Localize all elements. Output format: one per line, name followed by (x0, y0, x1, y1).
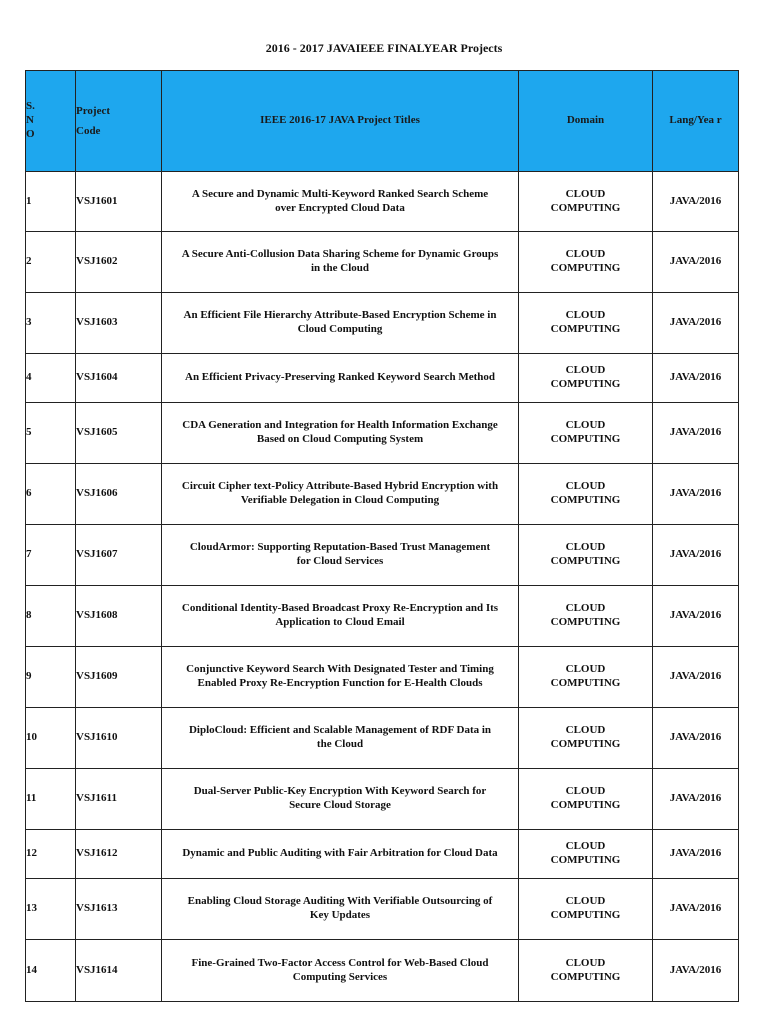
cell-project-code: VSJ1607 (76, 525, 162, 586)
cell-sno: 13 (26, 879, 76, 940)
cell-project-code: VSJ1611 (76, 769, 162, 830)
table-row (26, 464, 739, 525)
column-header-sno-line: O (26, 127, 35, 140)
project-title-line: Fine-Grained Two-Factor Access Control for Web-Based Cloud (191, 956, 489, 969)
cell-project-title (162, 354, 519, 403)
cell-domain (519, 354, 653, 403)
project-title-line: An Efficient File Hierarchy Attribute-Based Encryption Scheme in (183, 309, 497, 322)
cell-project-title (162, 232, 519, 293)
domain-line: COMPUTING (550, 616, 621, 628)
cell-project-code: VSJ1614 (76, 940, 162, 1002)
table-row (26, 940, 739, 1002)
domain-line: CLOUD (565, 364, 606, 377)
column-header-lang-year: Lang/Yea r (653, 71, 739, 172)
project-title-line: DiploCloud: Efficient and Scalable Management of RDF Data in (188, 724, 492, 737)
domain-line: CLOUD (565, 895, 606, 908)
table-header-row (26, 71, 739, 172)
domain-line: CLOUD (565, 480, 606, 493)
cell-project-code: VSJ1606 (76, 464, 162, 525)
domain-line: CLOUD (565, 602, 606, 615)
domain-line: CLOUD (565, 840, 606, 853)
cell-project-title (162, 586, 519, 647)
table-row (26, 403, 739, 464)
project-title-line: An Efficient Privacy-Preserving Ranked Keyword Search Method (185, 371, 495, 384)
domain-line: COMPUTING (550, 555, 621, 567)
domain-line: COMPUTING (550, 494, 621, 506)
column-header-code-line: Project (76, 105, 110, 117)
cell-project-code: VSJ1604 (76, 354, 162, 403)
cell-sno: 8 (26, 586, 76, 647)
domain-line: CLOUD (565, 724, 606, 737)
table-row (26, 769, 739, 830)
domain-line: CLOUD (565, 419, 606, 432)
table-row (26, 232, 739, 293)
cell-sno: 9 (26, 647, 76, 708)
project-title-line: over Encrypted Cloud Data (275, 201, 405, 214)
column-header-project-title: IEEE 2016-17 JAVA Project Titles (162, 71, 519, 172)
project-title-line: Enabled Proxy Re-Encryption Function for E-Health Clouds (197, 677, 483, 689)
cell-sno: 7 (26, 525, 76, 586)
column-header-project-code (76, 71, 162, 172)
cell-project-code: VSJ1605 (76, 403, 162, 464)
cell-project-code: VSJ1609 (76, 647, 162, 708)
cell-domain (519, 464, 653, 525)
cell-project-title (162, 769, 519, 830)
domain-line: COMPUTING (550, 854, 621, 866)
domain-line: COMPUTING (550, 378, 621, 390)
projects-table (25, 70, 739, 1002)
domain-line: CLOUD (565, 187, 606, 200)
cell-project-title (162, 647, 519, 708)
cell-sno: 6 (26, 464, 76, 525)
cell-project-title (162, 940, 519, 1002)
cell-project-code: VSJ1612 (76, 830, 162, 879)
project-title-line: Dynamic and Public Auditing with Fair Arbitration for Cloud Data (182, 847, 498, 860)
cell-lang-year: JAVA/2016 (653, 586, 739, 647)
project-title-line: Enabling Cloud Storage Auditing With Verifiable Outsourcing of (187, 895, 493, 908)
cell-lang-year: JAVA/2016 (653, 830, 739, 879)
cell-lang-year: JAVA/2016 (653, 525, 739, 586)
domain-line: COMPUTING (550, 262, 621, 274)
document-title: 2016 - 2017 JAVAIEEE FINALYEAR Projects (265, 41, 503, 55)
cell-lang-year: JAVA/2016 (653, 403, 739, 464)
cell-domain (519, 293, 653, 354)
table-row (26, 830, 739, 879)
project-title-line: Secure Cloud Storage (289, 799, 391, 811)
domain-line: COMPUTING (550, 970, 621, 983)
column-header-sno-line: S. (26, 100, 35, 113)
domain-line: COMPUTING (550, 677, 621, 689)
cell-project-code: VSJ1601 (76, 172, 162, 232)
table-row (26, 293, 739, 354)
cell-domain (519, 879, 653, 940)
domain-line: CLOUD (565, 785, 606, 798)
cell-project-title (162, 708, 519, 769)
cell-domain (519, 830, 653, 879)
cell-sno: 14 (26, 940, 76, 1002)
project-title-line: Key Updates (309, 909, 371, 921)
cell-lang-year: JAVA/2016 (653, 354, 739, 403)
project-title-line: Verifiable Delegation in Cloud Computing (240, 494, 440, 506)
project-title-line: Computing Services (292, 970, 388, 983)
cell-project-code: VSJ1602 (76, 232, 162, 293)
domain-line: CLOUD (565, 541, 606, 554)
table-row (26, 708, 739, 769)
domain-line: COMPUTING (550, 909, 621, 921)
cell-project-title (162, 525, 519, 586)
table-row (26, 172, 739, 232)
cell-sno: 5 (26, 403, 76, 464)
project-title-line: Conditional Identity-Based Broadcast Proxy Re-Encryption and Its (181, 602, 499, 615)
domain-line: CLOUD (565, 309, 606, 322)
cell-project-code: VSJ1608 (76, 586, 162, 647)
domain-line: COMPUTING (550, 433, 621, 445)
table-row (26, 354, 739, 403)
cell-project-code: VSJ1613 (76, 879, 162, 940)
cell-project-title (162, 172, 519, 232)
cell-lang-year: JAVA/2016 (653, 647, 739, 708)
cell-domain (519, 647, 653, 708)
column-header-sno-line: N (26, 114, 34, 127)
cell-domain (519, 172, 653, 232)
domain-line: CLOUD (565, 663, 606, 676)
table-row (26, 586, 739, 647)
cell-lang-year: JAVA/2016 (653, 172, 739, 232)
cell-lang-year: JAVA/2016 (653, 293, 739, 354)
domain-line: COMPUTING (550, 201, 621, 214)
domain-line: COMPUTING (550, 799, 621, 811)
domain-line: COMPUTING (550, 323, 621, 335)
cell-domain (519, 586, 653, 647)
domain-line: CLOUD (565, 248, 606, 261)
project-title-line: in the Cloud (310, 262, 370, 274)
cell-domain (519, 232, 653, 293)
cell-project-title (162, 464, 519, 525)
project-title-line: Circuit Cipher text-Policy Attribute-Based Hybrid Encryption with (181, 480, 499, 493)
project-title-line: the Cloud (316, 738, 364, 750)
cell-project-code: VSJ1603 (76, 293, 162, 354)
project-title-line: Based on Cloud Computing System (256, 433, 424, 445)
cell-sno: 3 (26, 293, 76, 354)
table-row (26, 879, 739, 940)
cell-sno: 1 (26, 172, 76, 232)
cell-sno: 12 (26, 830, 76, 879)
cell-domain (519, 403, 653, 464)
project-title-line: Cloud Computing (297, 323, 383, 335)
cell-project-title (162, 830, 519, 879)
project-title-line: Application to Cloud Email (275, 616, 405, 628)
cell-project-title (162, 403, 519, 464)
project-title-line: A Secure Anti-Collusion Data Sharing Scheme for Dynamic Groups (181, 248, 499, 261)
cell-domain (519, 708, 653, 769)
cell-sno: 10 (26, 708, 76, 769)
cell-lang-year: JAVA/2016 (653, 879, 739, 940)
project-title-line: for Cloud Services (296, 555, 384, 567)
cell-lang-year: JAVA/2016 (653, 940, 739, 1002)
cell-domain (519, 940, 653, 1002)
project-title-line: Dual-Server Public-Key Encryption With Keyword Search for (193, 785, 487, 798)
column-header-domain: Domain (519, 71, 653, 172)
project-title-line: CloudArmor: Supporting Reputation-Based Trust Management (189, 541, 491, 554)
project-title-line: A Secure and Dynamic Multi-Keyword Ranked Search Scheme (191, 187, 489, 200)
project-title-line: CDA Generation and Integration for Health Information Exchange (182, 419, 498, 432)
table-body (26, 172, 739, 1002)
cell-project-title (162, 293, 519, 354)
cell-project-title (162, 879, 519, 940)
cell-domain (519, 525, 653, 586)
cell-lang-year: JAVA/2016 (653, 769, 739, 830)
table-row (26, 647, 739, 708)
domain-line: CLOUD (565, 956, 606, 969)
cell-lang-year: JAVA/2016 (653, 232, 739, 293)
cell-sno: 11 (26, 769, 76, 830)
table-row (26, 525, 739, 586)
column-header-code-line: Code (76, 125, 101, 137)
cell-project-code: VSJ1610 (76, 708, 162, 769)
project-title-line: Conjunctive Keyword Search With Designated Tester and Timing (186, 663, 494, 676)
column-header-sno (26, 71, 76, 172)
cell-sno: 2 (26, 232, 76, 293)
cell-domain (519, 769, 653, 830)
domain-line: COMPUTING (550, 738, 621, 750)
cell-sno: 4 (26, 354, 76, 403)
cell-lang-year: JAVA/2016 (653, 708, 739, 769)
cell-lang-year: JAVA/2016 (653, 464, 739, 525)
